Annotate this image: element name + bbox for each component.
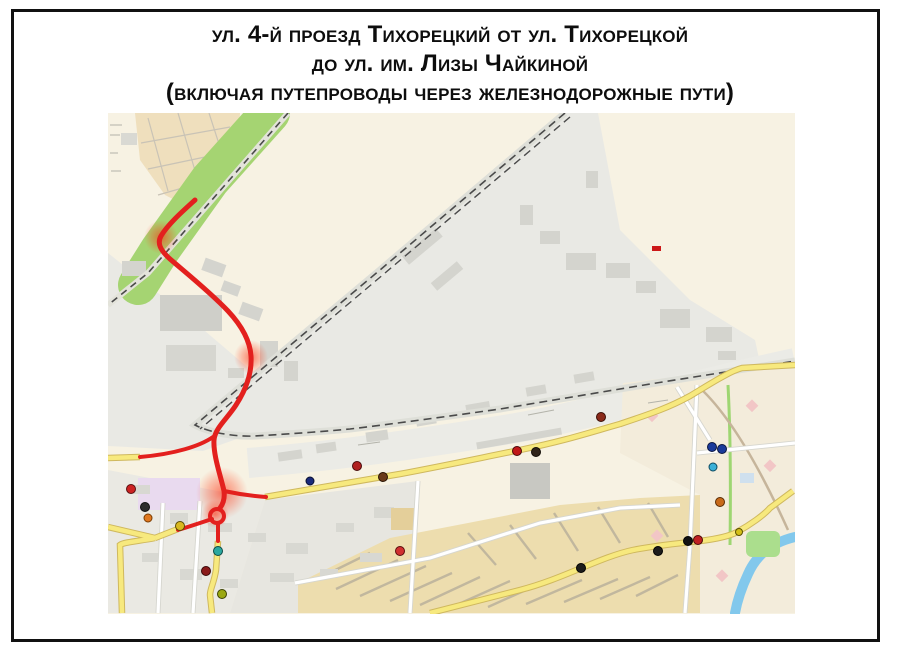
title-line-1: ул. 4-й проезд Тихорецкий от ул. Тихорецкой: [211, 21, 689, 48]
building: [360, 553, 382, 562]
building: [520, 205, 533, 225]
building: [706, 327, 732, 342]
poi-marker: [513, 447, 522, 456]
building: [286, 543, 308, 554]
poi-marker: [654, 547, 663, 556]
building: [586, 171, 598, 188]
poi-marker: [736, 529, 743, 536]
building: [180, 569, 202, 580]
poi-marker: [353, 462, 362, 471]
park-square: [746, 531, 780, 557]
building: [606, 263, 630, 278]
poi-marker: [176, 522, 185, 531]
building: [160, 295, 222, 331]
poi-marker: [218, 590, 227, 599]
poi-marker: [716, 498, 725, 507]
map-svg: [108, 113, 795, 614]
building: [220, 579, 238, 588]
poi-marker: [708, 443, 717, 452]
poi-marker: [597, 413, 606, 422]
title-line-3: (включая путепроводы через железнодорожные пути): [165, 79, 735, 106]
poi-marker: [214, 547, 223, 556]
poi-marker: [718, 445, 727, 454]
building: [740, 473, 754, 483]
building-large-dark: [510, 463, 550, 499]
building: [121, 133, 137, 145]
building: [248, 533, 266, 542]
poi-red-label-mark: [652, 246, 661, 251]
poi-marker: [127, 485, 136, 494]
poi-marker: [684, 537, 693, 546]
poi-marker: [306, 477, 314, 485]
poi-marker: [694, 536, 703, 545]
building: [166, 345, 216, 371]
poi-marker: [396, 547, 405, 556]
title-line-2: до ул. им. Лизы Чайкиной: [311, 50, 589, 77]
poi-marker: [141, 503, 150, 512]
map-image: [108, 113, 795, 614]
building: [336, 523, 354, 532]
building: [540, 231, 560, 244]
building: [566, 253, 596, 270]
building: [660, 309, 690, 328]
poi-marker: [532, 448, 541, 457]
building: [270, 573, 294, 582]
building: [718, 351, 736, 360]
building: [142, 553, 160, 562]
poi-marker: [709, 463, 717, 471]
page-title: [20, 20, 880, 107]
poi-marker: [144, 514, 152, 522]
poi-marker: [577, 564, 586, 573]
poi-marker: [379, 473, 388, 482]
building: [284, 361, 298, 381]
poi-marker: [202, 567, 211, 576]
building: [636, 281, 656, 293]
